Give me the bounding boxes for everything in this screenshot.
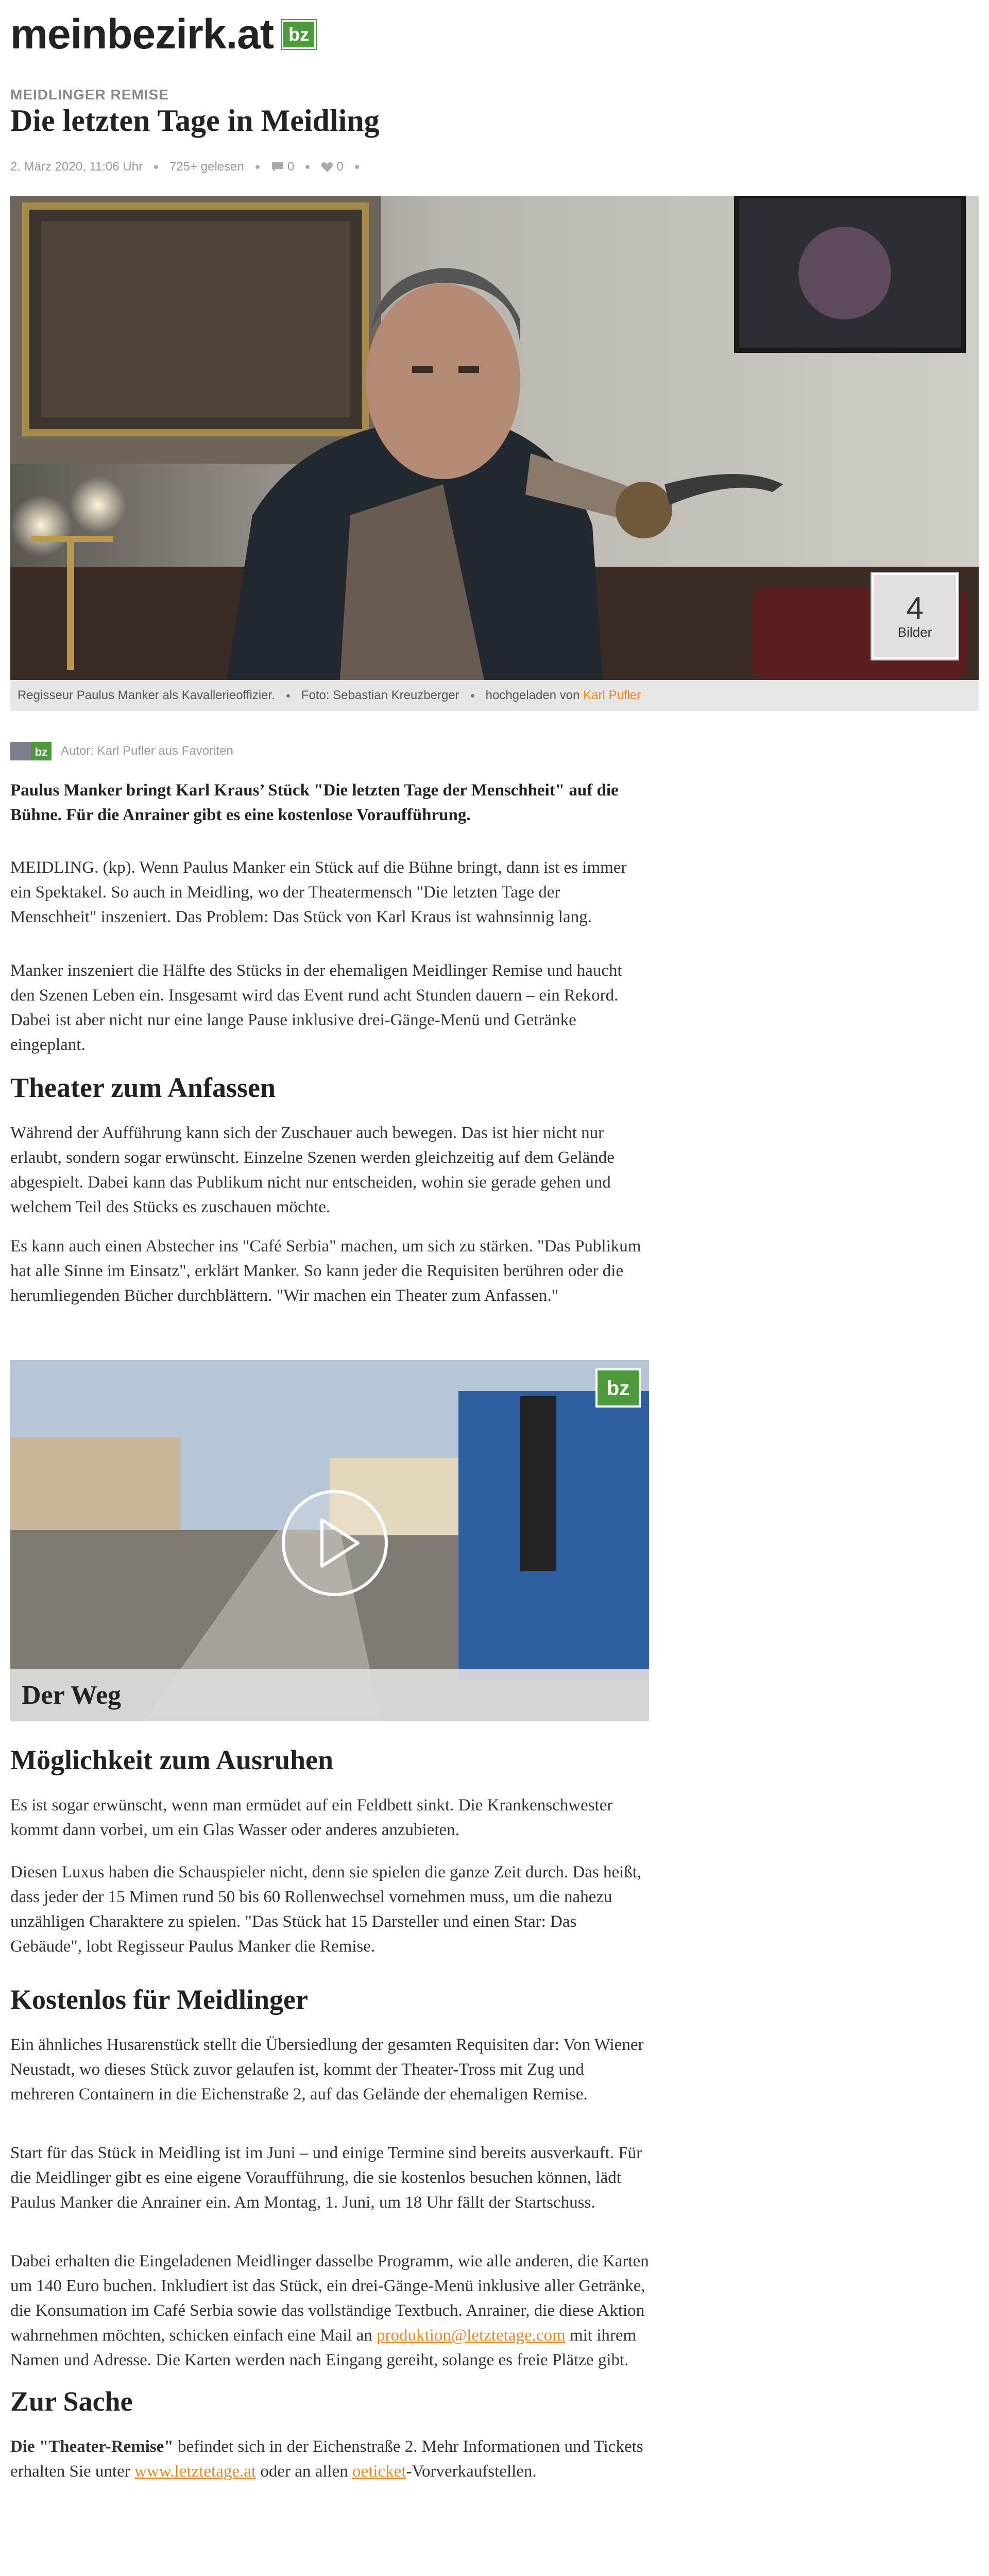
image-count-label: Bilder bbox=[897, 624, 932, 640]
uploaded-by-label: hochgeladen von bbox=[485, 688, 580, 702]
section-heading: Zur Sache bbox=[10, 2386, 133, 2417]
paragraph-text: oder an allen bbox=[260, 2462, 348, 2481]
image-count-badge[interactable] bbox=[872, 573, 958, 659]
comment-count-value: 0 bbox=[287, 160, 295, 174]
email-link[interactable]: produktion@letztetage.com bbox=[377, 2326, 566, 2345]
paragraph: Manker inszeniert die Hälfte des Stücks in der ehemaligen Meidlinger Remise und haucht den Szenen Leben ein. Insgesamt wird das Event rund acht Stunden dauern – ein Rekord. Dabei ist aber nicht nur eine lange Pause inklusive drei-Gänge-Menü und Getränke eingeplant. bbox=[10, 961, 622, 1054]
separator-dot bbox=[355, 165, 359, 169]
paragraph: Start für das Stück in Meidling ist im Juni – und einige Termine sind bereits ausverkauft. Für die Meidlinger gibt es eine eigene Voraufführung, die sie kostenlos besuchen können, lädt Paulus Manker die Anrainer ein. Am Montag, 1. Juni, um 18 Uhr fällt der Startschuss. bbox=[10, 2144, 642, 2212]
oeticket-link[interactable]: oeticket bbox=[352, 2462, 406, 2481]
paragraph-text: befindet sich in der Eichenstraße 2. Mehr Informationen und Tickets erhalten Sie unter bbox=[10, 2437, 643, 2481]
article-meta bbox=[10, 160, 359, 174]
play-icon bbox=[283, 1492, 386, 1595]
article-title: Die letzten Tage in Meidling bbox=[10, 104, 380, 138]
website-link[interactable]: www.letztetage.at bbox=[134, 2462, 257, 2481]
article-kicker: MEIDLINGER REMISE bbox=[10, 87, 169, 103]
separator-dot bbox=[471, 694, 474, 698]
hero-caption: Regisseur Paulus Manker als Kavallerieoffizier. bbox=[18, 688, 275, 702]
comment-icon bbox=[271, 161, 284, 173]
paragraph: Es kann auch einen Abstecher ins "Café Serbia" machen, um sich zu stärken. "Das Publikum hat alle Sinne im Einsatz", erklärt Manker. So kann jeder die Requisiten berühren oder die herumliegenden Bücher durchblättern. "Wir machen ein Theater zum Anfassen." bbox=[10, 1237, 641, 1305]
read-count: 725+ gelesen bbox=[169, 160, 244, 174]
site-logo[interactable]: meinbezirk.at bbox=[10, 11, 274, 58]
uploader-link[interactable]: Karl Pufler bbox=[583, 688, 641, 702]
svg-text:bz: bz bbox=[606, 1377, 630, 1400]
paragraph: Während der Aufführung kann sich der Zuschauer auch bewegen. Das ist hier nicht nur erlaubt, sondern sogar erwünscht. Einzelne Szenen werden gleichzeitig auf dem Gelände abgespielt. Dabei kann das Publikum nicht nur entscheiden, wohin sie gerade gehen und welchem Teil des Stücks es zuschauen möchte. bbox=[10, 1124, 615, 1216]
hero-caption-bar bbox=[10, 680, 979, 711]
author-text[interactable]: Autor: Karl Pufler aus Favoriten bbox=[61, 744, 233, 758]
bold-text: Die "Theater-Remise" bbox=[10, 2437, 174, 2456]
paragraph: Diesen Luxus haben die Schauspieler nicht, denn sie spielen die ganze Zeit durch. Das heißt, dass jeder der 15 Mimen rund 50 bis 60 Rollenwechsel vornehmen muss, um die nahezu unzähligen Charaktere zu spielen. "Das Stück hat 15 Darsteller und einen Star: Das Gebäude", lobt Regisseur Paulus Manker die Remise. bbox=[10, 1863, 642, 1956]
separator-dot bbox=[154, 165, 158, 169]
svg-text:bz: bz bbox=[35, 745, 48, 758]
section-heading: Theater zum Anfassen bbox=[10, 1072, 276, 1103]
paragraph bbox=[10, 2434, 649, 2484]
hero-photo-credit: Foto: Sebastian Kreuzberger bbox=[301, 688, 459, 702]
paragraph: Es ist sogar erwünscht, wenn man ermüdet auf ein Feldbett sinkt. Die Krankenschwester kommt dann vorbei, um ein Glas Wasser oder anderes anzubieten. bbox=[10, 1796, 613, 1839]
paragraph: MEIDLING. (kp). Wenn Paulus Manker ein Stück auf die Bühne bringt, dann ist es immer ein Spektakel. So auch in Meidling, wo der Theatermensch "Die letzten Tage der Menschheit" inszeniert. Das Problem: Das Stück von Karl Kraus ist wahnsinnig lang. bbox=[10, 858, 627, 926]
site-header bbox=[10, 10, 316, 59]
article-date: 2. März 2020, 11:06 Uhr bbox=[10, 160, 143, 174]
paragraph-text: -Vorverkaufstellen. bbox=[406, 2462, 537, 2481]
comment-count[interactable] bbox=[271, 160, 294, 174]
paragraph: Ein ähnliches Husarenstück stellt die Übersiedlung der gesamten Requisiten dar: Von Wiener Neustadt, wo dieses Stück zuvor gelaufen ist, kommt der Theater-Tross mit Zug und mehreren Containern in die Eichenstraße 2, auf das Gelände der ehemaligen Remise. bbox=[10, 2036, 644, 2104]
section-heading: Möglichkeit zum Ausruhen bbox=[10, 1744, 334, 1775]
like-count-value: 0 bbox=[336, 160, 344, 174]
article-lead: Paulus Manker bringt Karl Kraus’ Stück "Die letzten Tage der Menschheit" auf die Bühne. Für die Anrainer gibt es eine kostenlose Voraufführung. bbox=[10, 781, 619, 824]
image-count: 4 bbox=[906, 590, 924, 625]
author-line bbox=[10, 742, 233, 760]
separator-dot bbox=[255, 165, 260, 169]
heart-icon bbox=[321, 161, 333, 173]
video-player[interactable] bbox=[10, 1360, 649, 1721]
like-count[interactable] bbox=[321, 160, 343, 174]
separator-dot bbox=[305, 165, 310, 169]
author-avatar[interactable] bbox=[10, 742, 52, 760]
paragraph-text: mit ihrem Namen und Adresse. Die Karten werden nach Eingang gereiht, solange es freie Plätze gibt. bbox=[10, 2326, 637, 2369]
paragraph-text: Dabei erhalten die Eingeladenen Meidlinger dasselbe Programm, wie alle anderen, die Karten um 140 Euro buchen. Inkludiert ist das Stück, ein drei-Gänge-Menü inklusive aller Getränke, die Konsumation im Café Serbia sowie das vollständige Textbuch. Anrainer, die diese Aktion wahrnehmen möchten, schicken einfach eine Mail an bbox=[10, 2252, 649, 2345]
paragraph bbox=[10, 2249, 649, 2372]
separator-dot bbox=[286, 694, 290, 698]
bz-logo-icon[interactable]: bz bbox=[282, 20, 316, 49]
hero-image[interactable] bbox=[10, 196, 979, 680]
section-heading: Kostenlos für Meidlinger bbox=[10, 1984, 308, 2015]
video-title[interactable]: Der Weg bbox=[10, 1669, 649, 1721]
